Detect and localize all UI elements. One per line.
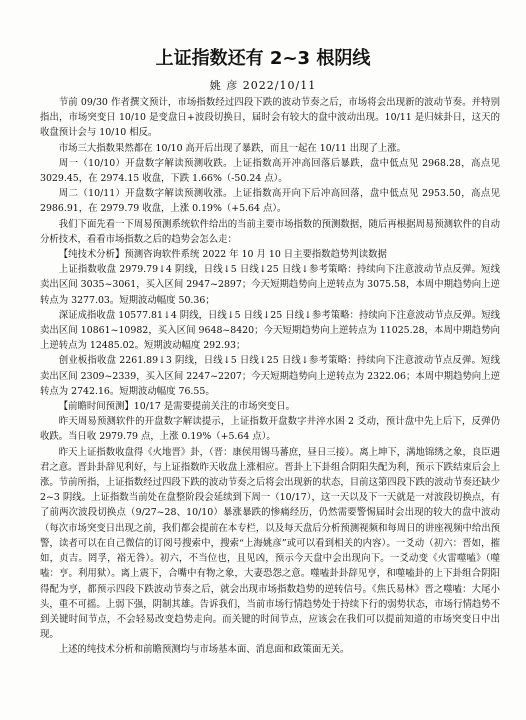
paragraph-shanghai-index: 上证指数收盘 2979.79↓4 阴线，日线↓5 日线↓25 日线↓参考策略：持续向下注意波动节点反弹。短线卖出区间 3035~3061，买入区间 2947~2897；今天短期趋势向上逆转点为 3075.58，本周中期趋势向上逆转点为 3277.03。短期波动幅度 50.36； xyxy=(40,264,500,306)
paragraph-monday: 周一（10/10）开盘数字解读预测收跌。上证指数高开冲高回落后暴跌，盘中低点见 2968.28，高点见 3029.45，在 2974.15 收盘，下跌 1.66%（-50.24 点）。 xyxy=(40,157,500,185)
paragraph-opening-reading: 昨天周易预测软件的开盘数字解读提示，上证指数开盘数字井淬水困 2 爻动，预计盘中先上后下，反弹仍收跌。当日收 2979.79 点，上涨 0.19%（+5.64 点）。 xyxy=(40,416,500,443)
article-title: 上证指数还有 2~3 根阴线 xyxy=(155,48,371,69)
paragraph-tech-analysis-heading: 【纯技术分析】预测咨询软件系统 2022 年 10 月 10 日主要指数趋势判读数据 xyxy=(58,249,387,261)
paragraph-software-intro: 我们下面先看一下周易预测系统软件给出的当前主要市场指数的预测数据，随后再根据周易预测软件的自动分析技术，看看市场指数之后的趋势会怎么走： xyxy=(40,218,500,245)
paragraph-forecast-heading: 【前瞻时间预测】10/17 是需要提前关注的市场突变日。 xyxy=(58,401,296,413)
article-body xyxy=(40,95,500,658)
paragraph-shenzhen-index: 深证成指收盘 10577.81↓4 阴线，日线↓5 日线↓25 日线↓参考策略：持续向下注意波动节点反弹。短线卖出区间 10861~10982，买入区间 9648~8420；今天短期趋势向上逆转点为 11025.28，本周中期趋势向上逆转点为 12485.02。短期波动幅度 292.93； xyxy=(40,309,500,352)
paragraph-hexagram-analysis: 昨天上证指数收盘得《火地晋》卦，（晋：康侯用锡马蕃庶，昼日三接）。离上坤下，满地锦绣之象，良臣遇君之意。晋卦卦辞见利好，与上证指数昨天收盘上涨相应。晋卦上下卦组合阴阳失配为利，预示下跌结束后会上涨。节前所指，上证指数经过四段下跌的波动节奏之后将会出现新的状态，目前这第四段下跌的波动节奏还缺少 2~3 阴线。上证指数当前处在盘整阶段会延续到下周一（10/17），这一天以及下一天就是一对波段切换点，有了前两次波段切换点（9/27~28、10/10）暴涨暴跌的惨痛经历，仍然需要警惕届时会出现的较大的盘中波动（每次市场突变日出现之前，我们都会提前在本专栏，以及每天盘后分析预测视频和每周日的讲座视频中给出预警，读者可以在自己微信的订阅号搜索中，搜索“上海姚彦”或可以看到相关的内容）。一爻动（初六：晋如，摧如，贞吉。罔孚，裕无咎）。初六，不当位也，且见凶，预示今天盘中会出现向下。一爻动变《火雷噬嗑》（噬嗑：亨。利用狱）。离上震下，合嘴中有物之象，大妻恐怨之意。噬嗑卦卦辞见亨，和噬嗑卦的上下卦组合阴阳得配为亨，都预示四段下跌波动节奏之后，就会出现市场指数趋势的逆转信号。《焦氏易林》晋之噬嗑：大尾小头，重不可摇。上弱下强，阴制其雄。告诉我们，当前市场行情趋势处于持续下行的弱势状态，市场行情趋势不到关键时间节点，不会轻易改变趋势走向。而关键的时间节点，应该会在我们可以提前知道的市场突变日中出现。 xyxy=(40,446,500,641)
article-byline: 姚 彦 2022/10/11 xyxy=(209,79,317,92)
paragraph-confirmation: 市场三大指数果然都在 10/10 高开后出现了暴跌，而且一起在 10/11 出现了上涨。 xyxy=(58,142,407,154)
paragraph-chinext-index: 创业板指收盘 2261.89↓3 阴线，日线↓5 日线↓25 日线↓参考策略：持续向下注意波动节点反弹。短线卖出区间 2309~2339，买入区间 2247~2207；今天短期趋势向上逆转点为 2322.06；本周中期趋势向上逆转点为 2742.16。短期波动幅度 76.55。 xyxy=(40,355,500,397)
paragraph-tuesday: 周二（10/11）开盘数字解读预测收涨。上证指数高开向下后冲高回落，盘中低点见 2953.50，高点见 2986.91，在 2979.79 收盘，上涨 0.19%（+5.64 点）。 xyxy=(40,188,500,215)
paragraph-intro: 节前 09/30 作者撰文预计，市场指数经过四段下跌的波动节奏之后，市场将会出现新的波动节奏。并特别指出，市场突变日 10/10 是变盘日+波段切换日，届时会有较大的盘中波动出现。10/11 是归妹卦日，这天的收盘预计会与 10/10 相反。 xyxy=(40,97,500,139)
paragraph-disclaimer: 上述的纯技术分析和前瞻预测均与市场基本面、消息面和政策面无关。 xyxy=(58,644,350,656)
